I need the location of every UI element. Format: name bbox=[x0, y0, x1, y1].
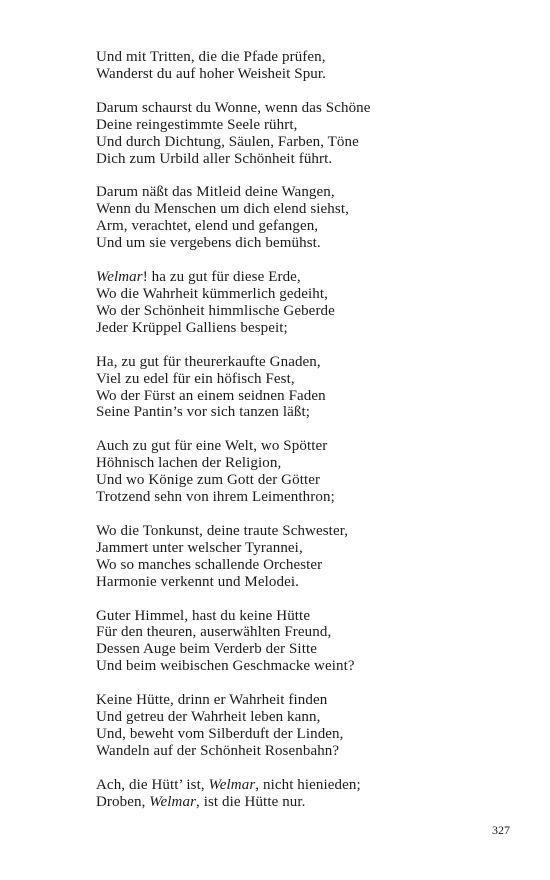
line-segment: ! ha zu gut für diese Erde, bbox=[142, 269, 301, 286]
line-segment: Deine reingestimmte Seele rührt, bbox=[96, 116, 298, 133]
line-segment: Und mit Tritten, die die Pfade prüfen, bbox=[96, 49, 326, 65]
line-segment: Droben, bbox=[96, 793, 150, 810]
stanza bbox=[96, 438, 516, 506]
stanza bbox=[96, 523, 516, 591]
line-segment: Wanderst du auf hoher Weisheit Spur. bbox=[96, 65, 327, 82]
poem-line bbox=[96, 218, 516, 235]
poem-line bbox=[96, 777, 516, 794]
line-segment: Dessen Auge beim Verderb der Sitte bbox=[96, 641, 317, 658]
stanza bbox=[96, 184, 516, 252]
line-segment: Und beim weibischen Geschmacke weint? bbox=[96, 658, 355, 675]
poem-line bbox=[96, 658, 516, 675]
poem-line bbox=[96, 455, 516, 472]
poem-line bbox=[96, 574, 516, 591]
poem-line bbox=[96, 794, 516, 811]
poem-line bbox=[96, 286, 516, 303]
poem-line bbox=[96, 320, 516, 337]
line-segment: Dich zum Urbild aller Schönheit führt. bbox=[96, 150, 333, 167]
stanza bbox=[96, 608, 516, 676]
line-segment: Darum näßt das Mitleid deine Wangen, bbox=[96, 184, 335, 201]
italic-name: Welmar bbox=[96, 269, 143, 286]
line-segment: Wo so manches schallende Orchester bbox=[96, 556, 323, 573]
italic-name: Welmar bbox=[208, 776, 256, 793]
poem-line bbox=[96, 540, 516, 557]
stanza bbox=[96, 269, 516, 337]
poem-line bbox=[96, 184, 516, 201]
line-segment: Arm, verachtet, elend und gefangen, bbox=[96, 218, 319, 235]
poem-line bbox=[96, 557, 516, 574]
poem-text bbox=[96, 49, 516, 828]
stanza bbox=[96, 100, 516, 168]
stanza bbox=[96, 354, 516, 422]
line-segment: Wo die Tonkunst, deine traute Schwester, bbox=[96, 522, 349, 539]
poem-line bbox=[96, 692, 516, 709]
line-segment: Wo der Schönheit himmlische Geberde bbox=[96, 302, 335, 319]
poem-line bbox=[96, 388, 516, 405]
line-segment: , nicht hienieden; bbox=[255, 776, 361, 793]
line-segment: Für den theuren, auserwählten Freund, bbox=[96, 624, 332, 641]
page-number: 327 bbox=[492, 823, 510, 837]
poem-line bbox=[96, 100, 516, 117]
line-segment: Guter Himmel, hast du keine Hütte bbox=[96, 607, 311, 624]
line-segment: Seine Pantin’s vor sich tanzen läßt; bbox=[96, 404, 310, 421]
poem-line bbox=[96, 66, 516, 83]
poem-line bbox=[96, 438, 516, 455]
poem-line bbox=[96, 269, 516, 286]
line-segment: Ha, zu gut für theurerkaufte Gnaden, bbox=[96, 353, 321, 370]
poem-line bbox=[96, 608, 516, 625]
poem-line bbox=[96, 624, 516, 641]
poem-line bbox=[96, 472, 516, 489]
stanza bbox=[96, 777, 516, 811]
poem-line bbox=[96, 117, 516, 134]
line-segment: Und durch Dichtung, Säulen, Farben, Töne bbox=[96, 133, 359, 150]
line-segment: Keine Hütte, drinn er Wahrheit finden bbox=[96, 692, 328, 709]
poem-line bbox=[96, 151, 516, 168]
poem-line bbox=[96, 726, 516, 743]
line-segment: Wandeln auf der Schönheit Rosenbahn? bbox=[96, 742, 340, 759]
line-segment: Jammert unter welscher Tyrannei, bbox=[96, 539, 303, 556]
stanza bbox=[96, 692, 516, 760]
italic-name: Welmar bbox=[149, 793, 197, 810]
line-segment: Darum schaurst du Wonne, wenn das Schöne bbox=[96, 99, 371, 116]
line-segment: Jeder Krüppel Galliens bespeit; bbox=[96, 319, 288, 336]
poem-line bbox=[96, 743, 516, 760]
line-segment: Wenn du Menschen um dich elend siehst, bbox=[96, 201, 349, 218]
poem-line bbox=[96, 709, 516, 726]
line-segment: Und wo Könige zum Gott der Götter bbox=[96, 472, 321, 489]
line-segment: Harmonie verkennt und Melodei. bbox=[96, 573, 299, 590]
poem-line bbox=[96, 404, 516, 421]
poem-line bbox=[96, 235, 516, 252]
poem-line bbox=[96, 371, 516, 388]
line-segment: Trotzend sehn von ihrem Leimenthron; bbox=[96, 489, 335, 506]
line-segment: , ist die Hütte nur. bbox=[196, 793, 306, 810]
line-segment: Und, beweht vom Silberduft der Linden, bbox=[96, 726, 344, 742]
poem-line bbox=[96, 134, 516, 151]
poem-line bbox=[96, 641, 516, 658]
line-segment: Und um sie vergebens dich bemühst. bbox=[96, 235, 321, 252]
poem-line bbox=[96, 49, 516, 66]
line-segment: Und getreu der Wahrheit leben kann, bbox=[96, 709, 321, 726]
poem-line bbox=[96, 354, 516, 371]
line-segment: Ach, die Hütt’ ist, bbox=[96, 776, 209, 793]
line-segment: Wo der Fürst an einem seidnen Faden bbox=[96, 387, 326, 404]
line-segment: Auch zu gut für eine Welt, wo Spötter bbox=[96, 438, 328, 455]
stanza bbox=[96, 49, 516, 83]
poem-line bbox=[96, 201, 516, 218]
line-segment: Viel zu edel für ein höfisch Fest, bbox=[96, 370, 295, 387]
poem-line bbox=[96, 489, 516, 506]
poem-line bbox=[96, 523, 516, 540]
poem-line bbox=[96, 303, 516, 320]
line-segment: Höhnisch lachen der Religion, bbox=[96, 455, 282, 472]
line-segment: Wo die Wahrheit kümmerlich gedeiht, bbox=[96, 285, 328, 302]
